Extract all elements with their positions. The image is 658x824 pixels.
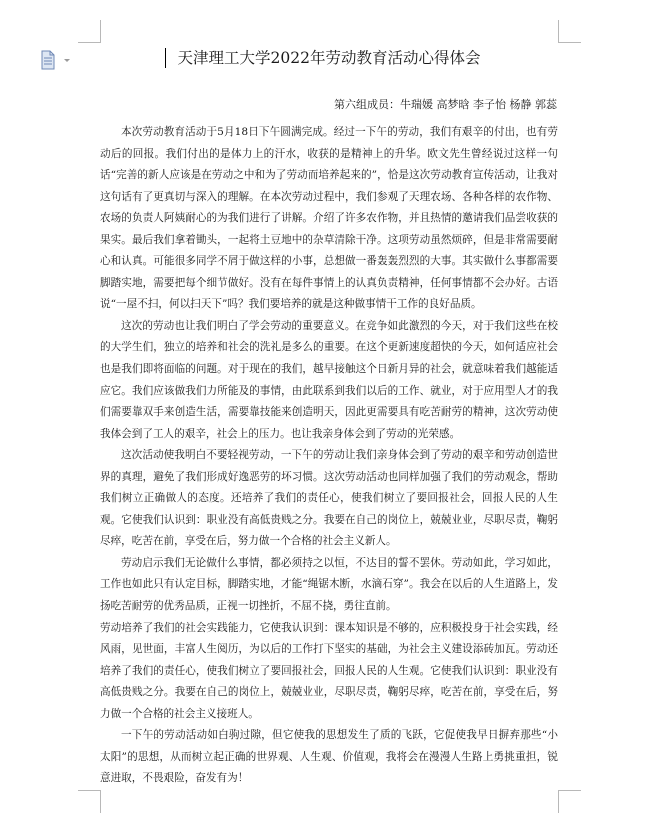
document-title[interactable]: 天津理工大学2022年劳动教育活动心得体会 (177, 49, 481, 67)
author-line[interactable]: 第六组成员：牛瑞媛 高梦晗 李子怡 杨静 郭蕊 (334, 98, 557, 111)
document-icon[interactable] (40, 50, 74, 70)
paragraph[interactable]: 一下午的劳动活动如白驹过隙，但它使我的思想发生了质的飞跃，它促使我早日摒弃那些“小太阳”的思想，从而树立起正确的世界观、人生观、价值观，我将会在漫漫人生路上勇挑重担，锐意进取，不畏艰险，奋发有为！ (100, 729, 558, 785)
page-corner-mark (78, 790, 101, 813)
page-corner-mark (558, 20, 581, 43)
page-corner-mark (78, 20, 101, 43)
paragraph[interactable]: 这次活动使我明白不要轻视劳动，一下午的劳动让我们亲身体会到了劳动的艰辛和劳动创造世界的真理，避免了我们形成好逸恶劳的坏习惯。这次劳动活动也同样加强了我们的劳动观念，帮助我们树立正确做人的态度。还培养了我们的责任心，使我们树立了要回报社会，回报人民的人生观。它使我们认识到：职业没有高低贵贱之分。我要在自己的岗位上，兢兢业业，尽职尽责，鞠躬尽瘁，吃苦在前，享受在后，努力做一个合格的社会主义新人。 (100, 449, 558, 548)
page-corner-mark (558, 790, 581, 813)
document-body[interactable] (100, 122, 558, 790)
paragraph[interactable]: 本次劳动教育活动于5月18日下午圆满完成。经过一下午的劳动，我们有艰辛的付出，也有劳动后的回报。我们付出的是体力上的汗水，收获的是精神上的升华。欧文先生曾经说过这样一句话“完善的新人应该是在劳动之中和为了劳动而培养起来的”，恰是这次劳动教育宣传活动，让我对这句话有了更真切与深入的理解。在本次劳动过程中，我们参观了天理农场、各种各样的农作物、农场的负责人阿姨耐心的为我们进行了讲解。介绍了许多农作物，并且热情的邀请我们品尝收获的果实。最后我们拿着锄头，一起将土豆地中的杂草清除干净。这项劳动虽然烦碎，但是非常需要耐心和认真。可能很多同学不屑于做这样的小事，总想做一番轰轰烈烈的大事。其实做什么事都需要脚踏实地，需要把每个细节做好。没有在每件事情上的认真负责精神，任何事情都不会办好。古语说“一屋不扫，何以扫天下”吗？我们要培养的就是这种做事情干工作的良好品质。 (100, 126, 558, 311)
paragraph[interactable]: 劳动培养了我们的社会实践能力，它使我认识到：课本知识是不够的，应积极投身于社会实践，经风雨，见世面，丰富人生阅历，为以后的工作打下坚实的基础，为社会主义建设添砖加瓦。劳动还培养了我们的责任心，使我们树立了要回报社会，回报人民的人生观。它使我们认识到：职业没有高低贵贱之分。我要在自己的岗位上，兢兢业业，尽职尽责，鞠躬尽瘁，吃苦在前，享受在后，努力做一个合格的社会主义接班人。 (100, 621, 558, 720)
paragraph[interactable]: 这次的劳动也让我们明白了学会劳动的重要意义。在竞争如此激烈的今天，对于我们这些在校的大学生们，独立的培养和社会的洗礼是多么的重要。在这个更新速度超快的今天，如何适应社会也是我们即将面临的问题。对于现在的我们，越早接触这个日新月异的社会，就意味着我们越能适应它。我们应该做我们力所能及的事情，由此联系到我们以后的工作、就业，对于应用型人才的我们需要靠双手来创造生活，需要靠技能来创造明天，因此更需要具有吃苦耐劳的精神，这次劳动使我体会到了工人的艰辛，社会上的压力。也让我亲身体会到了劳动的光荣感。 (100, 319, 558, 440)
paragraph[interactable]: 劳动启示我们无论做什么事情，都必须持之以恒，不达目的誓不罢休。劳动如此，学习如此，工作也如此只有认定目标，脚踏实地，才能“绳锯木断，水滴石穿”。我会在以后的人生道路上，发扬吃苦耐劳的优秀品质，正视一切挫折，不屈不挠，勇往直前。 (100, 556, 558, 613)
